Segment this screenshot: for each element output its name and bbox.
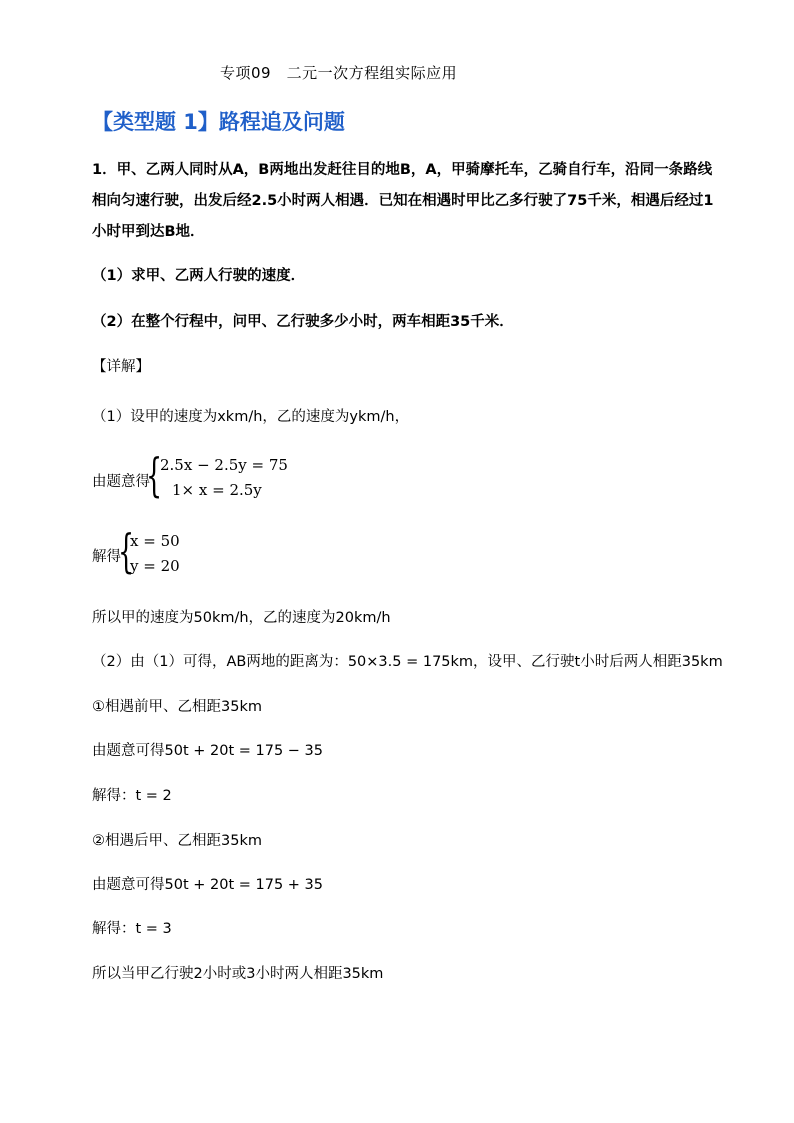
solution-part1-intro: （1）设甲的速度为xkm/h，乙的速度为ykm/h， (92, 409, 410, 425)
problem-line-2: 相向匀速行驶，出发后经2.5小时两人相遇．已知在相遇时甲比乙多行驶了75千米，相遇后经过1 (92, 193, 714, 209)
solution-system-brace: { (118, 524, 135, 578)
problem-line-3: 小时甲到达B地． (92, 224, 205, 240)
solution-y: y = 20 (130, 557, 180, 575)
problem-line-1: 1．甲、乙两人同时从A，B两地出发赶往目的地B，A，甲骑摩托车，乙骑自行车，沿同一条路线 (92, 162, 713, 178)
equation-2: 1× x = 2.5y (172, 481, 262, 499)
solution-header: 【详解】 (92, 359, 150, 375)
document-title: 专项09 二元一次方程组实际应用 (220, 64, 458, 82)
setup-label: 由题意得 (92, 474, 150, 490)
subquestion-2: （2）在整个行程中，问甲、乙行驶多少小时，两车相距35千米． (92, 314, 514, 330)
case-2-solution: 解得：t = 3 (92, 921, 172, 937)
equation-1: 2.5x − 2.5y = 75 (160, 456, 288, 474)
final-conclusion: 所以当甲乙行驶2小时或3小时两人相距35km (92, 966, 384, 982)
case-1-solution: 解得：t = 2 (92, 788, 172, 804)
solution-part2-intro: （2）由（1）可得，AB两地的距离为：50×3.5 = 175km，设甲、乙行驶t小时后两人相距35km (92, 654, 723, 670)
part1-conclusion: 所以甲的速度为50km/h，乙的速度为20km/h (92, 610, 391, 626)
case-1-equation: 由题意可得50t + 20t = 175 − 35 (92, 743, 324, 759)
solve-label: 解得 (92, 549, 121, 565)
subquestion-1: （1）求甲、乙两人行驶的速度． (92, 268, 306, 284)
equation-system-brace: { (146, 448, 163, 502)
case-1-title: ①相遇前甲、乙相距35km (92, 699, 262, 715)
case-2-equation: 由题意可得50t + 20t = 175 + 35 (92, 877, 324, 893)
solution-x: x = 50 (130, 532, 180, 550)
section-heading: 【类型题 1】路程追及问题 (92, 110, 345, 134)
case-2-title: ②相遇后甲、乙相距35km (92, 833, 262, 849)
